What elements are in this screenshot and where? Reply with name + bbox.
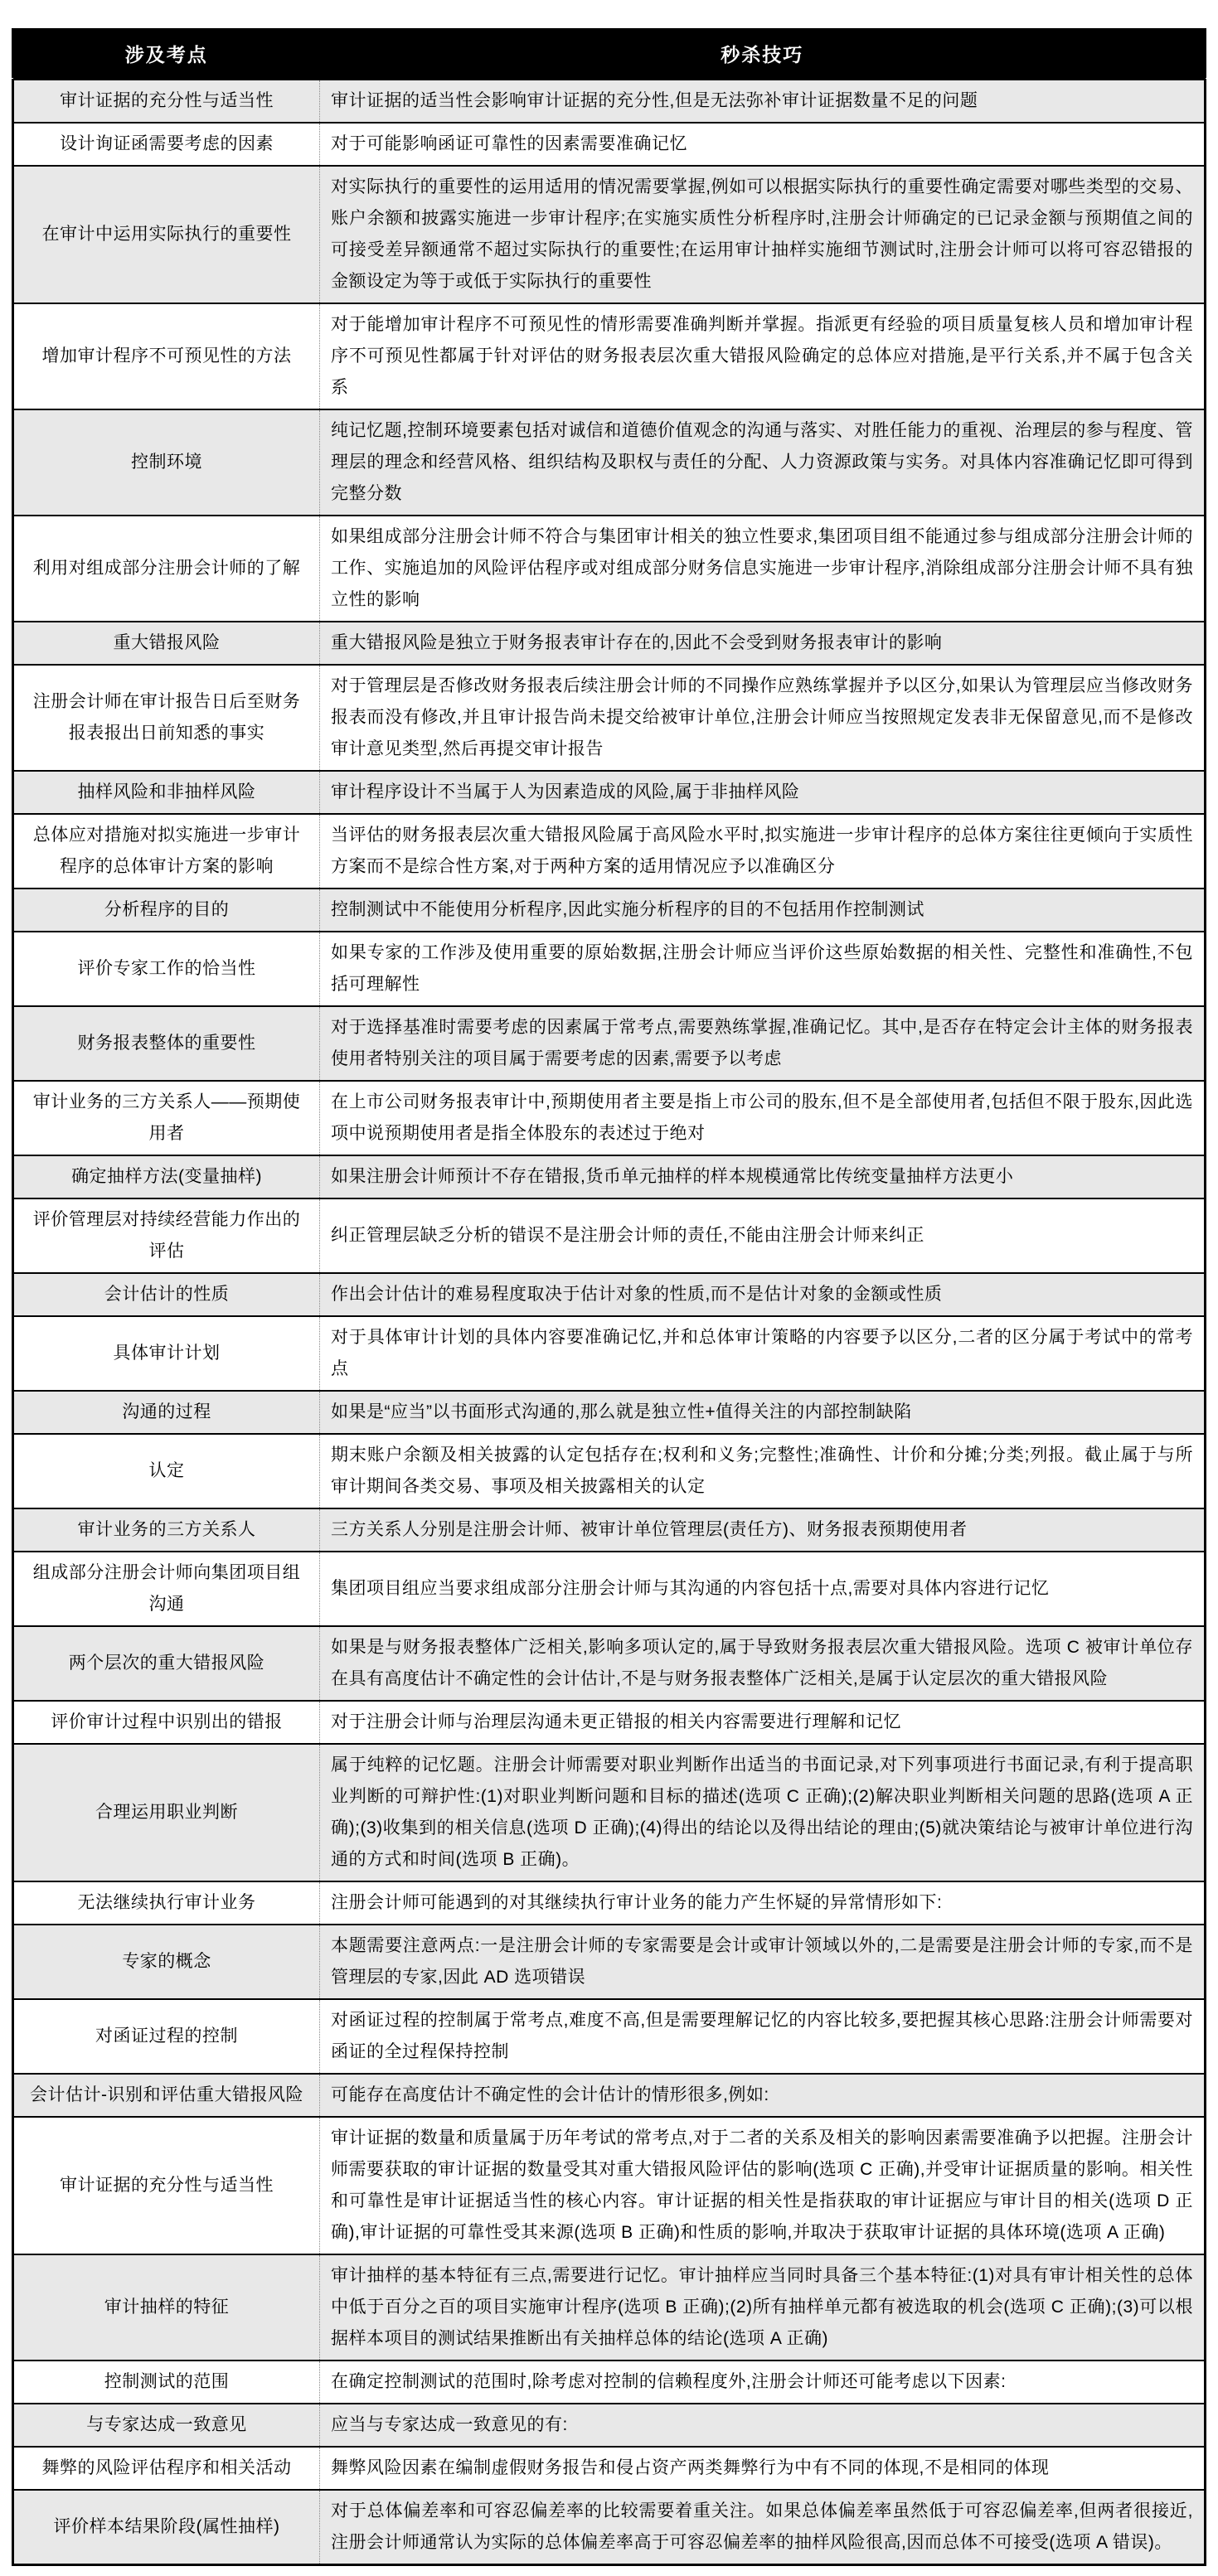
table-row [13,1552,1206,1626]
topic-cell: 审计业务的三方关系人 [13,1508,320,1552]
table-row [13,123,1206,166]
topic-cell: 控制测试的范围 [13,2361,320,2404]
topic-cell: 会计估计-识别和评估重大错报风险 [13,2074,320,2117]
topic-cell: 审计证据的充分性与适当性 [13,2117,320,2254]
topic-cell: 设计询证函需要考虑的因素 [13,123,320,166]
topic-cell: 利用对组成部分注册会计师的了解 [13,516,320,622]
table-row [13,1198,1206,1273]
table-row [13,1155,1206,1198]
table-row [13,2254,1206,2361]
tip-cell: 对于注册会计师与治理层沟通未更正错报的相关内容需要进行理解和记忆 [320,1701,1206,1744]
table-body [13,79,1206,2565]
tip-cell: 应当与专家达成一致意见的有: [320,2404,1206,2447]
table-row [13,889,1206,932]
table-row [13,1881,1206,1925]
topic-cell: 抽样风险和非抽样风险 [13,771,320,814]
tip-cell: 如果专家的工作涉及使用重要的原始数据,注册会计师应当评价这些原始数据的相关性、完整性和准确性,不包括可理解性 [320,932,1206,1006]
table-row [13,1508,1206,1552]
table-row [13,1744,1206,1881]
tip-cell: 在确定控制测试的范围时,除考虑对控制的信赖程度外,注册会计师还可能考虑以下因素: [320,2361,1206,2404]
tip-cell: 舞弊风险因素在编制虚假财务报告和侵占资产两类舞弊行为中有不同的体现,不是相同的体现 [320,2447,1206,2490]
tip-cell: 注册会计师可能遇到的对其继续执行审计业务的能力产生怀疑的异常情形如下: [320,1881,1206,1925]
tip-cell: 三方关系人分别是注册会计师、被审计单位管理层(责任方)、财务报表预期使用者 [320,1508,1206,1552]
tip-cell: 如果注册会计师预计不存在错报,货币单元抽样的样本规模通常比传统变量抽样方法更小 [320,1155,1206,1198]
table-row [13,622,1206,665]
tip-cell: 审计证据的数量和质量属于历年考试的常考点,对于二者的关系及相关的影响因素需要准确予以把握。注册会计师需要获取的审计证据的数量受其对重大错报风险评估的影响(选项 C 正确),并受审计证据质量的影响。相关性和可靠性是审计证据适当性的核心内容。审计证据的相关性是指获取的审计证据应与审计目的相关(选项 D 正确),审计证据的可靠性受其来源(选项 B 正确)和性质的影响,并取决于获取审计证据的具体环境(选项 A 正确) [320,2117,1206,2254]
tip-cell: 审计证据的适当性会影响审计证据的充分性,但是无法弥补审计证据数量不足的问题 [320,79,1206,123]
tip-cell: 对函证过程的控制属于常考点,难度不高,但是需要理解记忆的内容比较多,要把握其核心思路:注册会计师需要对函证的全过程保持控制 [320,1999,1206,2074]
topic-cell: 认定 [13,1434,320,1508]
table-row [13,2074,1206,2117]
table-row [13,2117,1206,2254]
table-row [13,771,1206,814]
tip-cell: 如果是“应当”以书面形式沟通的,那么就是独立性+值得关注的内部控制缺陷 [320,1391,1206,1434]
tip-cell: 在上市公司财务报表审计中,预期使用者主要是指上市公司的股东,但不是全部使用者,包括但不限于股东,因此选项中说预期使用者是指全体股东的表述过于绝对 [320,1081,1206,1155]
tip-cell: 对于具体审计计划的具体内容要准确记忆,并和总体审计策略的内容要予以区分,二者的区分属于考试中的常考点 [320,1316,1206,1391]
tip-cell: 期末账户余额及相关披露的认定包括存在;权利和义务;完整性;准确性、计价和分摊;分类;列报。截止属于与所审计期间各类交易、事项及相关披露相关的认定 [320,1434,1206,1508]
topic-cell: 两个层次的重大错报风险 [13,1626,320,1701]
table-header [13,30,1206,79]
topic-cell: 组成部分注册会计师向集团项目组沟通 [13,1552,320,1626]
topic-cell: 审计抽样的特征 [13,2254,320,2361]
topic-cell: 评价专家工作的恰当性 [13,932,320,1006]
tip-cell: 对于选择基准时需要考虑的因素属于常考点,需要熟练掌握,准确记忆。其中,是否存在特定会计主体的财务报表使用者特别关注的项目属于需要考虑的因素,需要予以考虑 [320,1006,1206,1081]
topic-cell: 专家的概念 [13,1925,320,1999]
topic-cell: 审计业务的三方关系人——预期使用者 [13,1081,320,1155]
topic-cell: 沟通的过程 [13,1391,320,1434]
topic-cell: 具体审计计划 [13,1316,320,1391]
topic-cell: 总体应对措施对拟实施进一步审计程序的总体审计方案的影响 [13,814,320,889]
tip-cell: 对于能增加审计程序不可预见性的情形需要准确判断并掌握。指派更有经验的项目质量复核人员和增加审计程序不可预见性都属于针对评估的财务报表层次重大错报风险确定的总体应对措施,是平行关系,并不属于包含关系 [320,303,1206,409]
topic-cell: 审计证据的充分性与适当性 [13,79,320,123]
tip-cell: 纯记忆题,控制环境要素包括对诚信和道德价值观念的沟通与落实、对胜任能力的重视、治理层的参与程度、管理层的理念和经营风格、组织结构及职权与责任的分配、人力资源政策与实务。对具体内容准确记忆即可得到完整分数 [320,409,1206,516]
table-row [13,1273,1206,1316]
table-row [13,814,1206,889]
tip-cell: 对于总体偏差率和可容忍偏差率的比较需要着重关注。如果总体偏差率虽然低于可容忍偏差率,但两者很接近,注册会计师通常认为实际的总体偏差率高于可容忍偏差率的抽样风险很高,因而总体不可接受(选项 A 错误)。 [320,2490,1206,2565]
tip-cell: 对于可能影响函证可靠性的因素需要准确记忆 [320,123,1206,166]
topic-cell: 控制环境 [13,409,320,516]
topic-cell: 与专家达成一致意见 [13,2404,320,2447]
tip-cell: 重大错报风险是独立于财务报表审计存在的,因此不会受到财务报表审计的影响 [320,622,1206,665]
table-row [13,2447,1206,2490]
tip-cell: 对于管理层是否修改财务报表后续注册会计师的不同操作应熟练掌握并予以区分,如果认为管理层应当修改财务报表而没有修改,并且审计报告尚未提交给被审计单位,注册会计师应当按照规定发表非无保留意见,而不是修改审计意见类型,然后再提交审计报告 [320,665,1206,771]
topic-cell: 舞弊的风险评估程序和相关活动 [13,2447,320,2490]
tip-cell: 作出会计估计的难易程度取决于估计对象的性质,而不是估计对象的金额或性质 [320,1273,1206,1316]
table-row [13,516,1206,622]
topic-cell: 在审计中运用实际执行的重要性 [13,166,320,303]
table-row [13,2404,1206,2447]
tip-cell: 可能存在高度估计不确定性的会计估计的情形很多,例如: [320,2074,1206,2117]
topic-cell: 评价样本结果阶段(属性抽样) [13,2490,320,2565]
table-row [13,303,1206,409]
table-row [13,166,1206,303]
topic-cell: 合理运用职业判断 [13,1744,320,1881]
topic-cell: 会计估计的性质 [13,1273,320,1316]
table-row [13,1626,1206,1701]
table-row [13,1925,1206,1999]
topic-cell: 重大错报风险 [13,622,320,665]
table-row [13,1316,1206,1391]
topic-cell: 评价管理层对持续经营能力作出的评估 [13,1198,320,1273]
table-row [13,932,1206,1006]
tip-cell: 当评估的财务报表层次重大错报风险属于高风险水平时,拟实施进一步审计程序的总体方案往往更倾向于实质性方案而不是综合性方案,对于两种方案的适用情况应予以准确区分 [320,814,1206,889]
topic-cell: 评价审计过程中识别出的错报 [13,1701,320,1744]
topic-cell: 注册会计师在审计报告日后至财务报表报出日前知悉的事实 [13,665,320,771]
table-row [13,2361,1206,2404]
column-header-tip: 秒杀技巧 [320,30,1206,79]
table-row [13,1999,1206,2074]
tip-cell: 对实际执行的重要性的运用适用的情况需要掌握,例如可以根据实际执行的重要性确定需要对哪些类型的交易、账户余额和披露实施进一步审计程序;在实施实质性分析程序时,注册会计师确定的已记录金额与预期值之间的可接受差异额通常不超过实际执行的重要性;在运用审计抽样实施细节测试时,注册会计师可以将可容忍错报的金额设定为等于或低于实际执行的重要性 [320,166,1206,303]
table-row [13,665,1206,771]
tip-cell: 审计程序设计不当属于人为因素造成的风险,属于非抽样风险 [320,771,1206,814]
tip-cell: 集团项目组应当要求组成部分注册会计师与其沟通的内容包括十点,需要对具体内容进行记忆 [320,1552,1206,1626]
tip-cell: 控制测试中不能使用分析程序,因此实施分析程序的目的不包括用作控制测试 [320,889,1206,932]
table-row [13,2490,1206,2565]
table-row [13,1006,1206,1081]
table-row [13,1434,1206,1508]
table-row [13,1701,1206,1744]
tip-cell: 纠正管理层缺乏分析的错误不是注册会计师的责任,不能由注册会计师来纠正 [320,1198,1206,1273]
tip-cell: 审计抽样的基本特征有三点,需要进行记忆。审计抽样应当同时具备三个基本特征:(1)对具有审计相关性的总体中低于百分之百的项目实施审计程序(选项 B 正确);(2)所有抽样单元都有被选取的机会(选项 C 正确);(3)可以根据样本项目的测试结果推断出有关抽样总体的结论(选项 A 正确) [320,2254,1206,2361]
table-row [13,1391,1206,1434]
topic-cell: 对函证过程的控制 [13,1999,320,2074]
topic-cell: 无法继续执行审计业务 [13,1881,320,1925]
topic-cell: 增加审计程序不可预见性的方法 [13,303,320,409]
topic-cell: 财务报表整体的重要性 [13,1006,320,1081]
tip-cell: 属于纯粹的记忆题。注册会计师需要对职业判断作出适当的书面记录,对下列事项进行书面记录,有利于提高职业判断的可辩护性:(1)对职业判断问题和目标的描述(选项 C 正确);(2)解决职业判断相关问题的思路(选项 A 正确);(3)收集到的相关信息(选项 D 正确);(4)得出的结论以及得出结论的理由;(5)就决策结论与被审计单位进行沟通的方式和时间(选项 B 正确)。 [320,1744,1206,1881]
table-row [13,79,1206,123]
header-row [13,30,1206,79]
column-header-topic: 涉及考点 [13,30,320,79]
table-row [13,409,1206,516]
exam-tips-table [12,28,1206,2566]
topic-cell: 分析程序的目的 [13,889,320,932]
tip-cell: 如果组成部分注册会计师不符合与集团审计相关的独立性要求,集团项目组不能通过参与组成部分注册会计师的工作、实施追加的风险评估程序或对组成部分财务信息实施进一步审计程序,消除组成部分注册会计师不具有独立性的影响 [320,516,1206,622]
topic-cell: 确定抽样方法(变量抽样) [13,1155,320,1198]
tip-cell: 本题需要注意两点:一是注册会计师的专家需要是会计或审计领域以外的,二是需要是注册会计师的专家,而不是管理层的专家,因此 AD 选项错误 [320,1925,1206,1999]
table-row [13,1081,1206,1155]
tip-cell: 如果是与财务报表整体广泛相关,影响多项认定的,属于导致财务报表层次重大错报风险。选项 C 被审计单位存在具有高度估计不确定性的会计估计,不是与财务报表整体广泛相关,是属于认定层次的重大错报风险 [320,1626,1206,1701]
